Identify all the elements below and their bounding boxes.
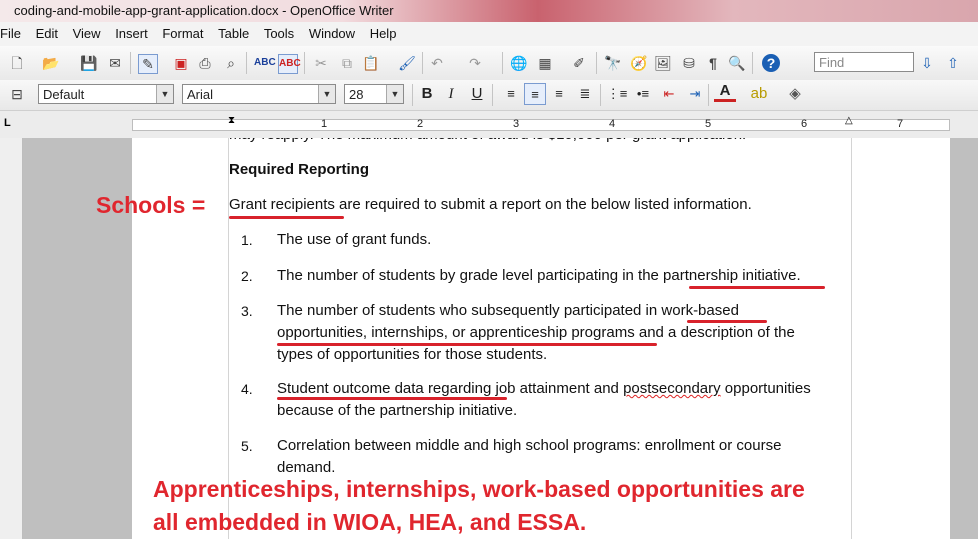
intro-rest: are required to submit a report on the below listed information. bbox=[334, 196, 752, 213]
menu-bar bbox=[0, 22, 978, 46]
toolbar-separator bbox=[502, 52, 503, 74]
bottom-annotation-line-2: all embedded in WIOA, HEA, and ESSA. bbox=[153, 509, 587, 535]
section-heading: Required Reporting bbox=[229, 161, 370, 178]
background-color-icon[interactable]: ◈ bbox=[789, 85, 801, 102]
intro-paragraph bbox=[229, 196, 752, 213]
numbering-icon[interactable]: ⋮≡ bbox=[606, 86, 628, 101]
annotation-underline bbox=[277, 343, 657, 346]
align-right-icon[interactable]: ≡ bbox=[555, 86, 563, 101]
list-item-2: The number of students by grade level participating in the partnership initiative. bbox=[277, 267, 801, 284]
schools-annotation: Schools = bbox=[96, 192, 206, 218]
help-icon[interactable]: ? bbox=[762, 54, 780, 72]
show-draw-functions-icon[interactable]: ✐ bbox=[573, 55, 585, 71]
toolbar-separator bbox=[600, 84, 601, 106]
redo-icon[interactable]: ↷ bbox=[469, 55, 481, 71]
chevron-down-icon[interactable]: ▼ bbox=[156, 85, 173, 103]
align-center-icon[interactable]: ≡ bbox=[524, 83, 546, 105]
gallery-icon[interactable]: 🖼 bbox=[654, 55, 672, 71]
menu-tools[interactable]: Tools bbox=[263, 26, 295, 41]
autospellcheck-icon[interactable]: ABC bbox=[278, 54, 298, 74]
toolbar-separator bbox=[708, 84, 709, 106]
ruler-number: 4 bbox=[609, 118, 616, 130]
annotation-underline bbox=[687, 320, 767, 323]
formatting-toolbar bbox=[0, 80, 978, 111]
hyperlink-icon[interactable]: 🌐 bbox=[510, 55, 528, 71]
list-item-3-line-3: types of opportunities for those students. bbox=[277, 346, 548, 363]
paragraph-style-value: Default bbox=[43, 87, 85, 102]
align-left-icon[interactable]: ≡ bbox=[507, 86, 515, 101]
menu-edit[interactable]: Edit bbox=[35, 26, 58, 41]
title-bar bbox=[0, 0, 978, 22]
increase-indent-icon[interactable]: ⇥ bbox=[689, 86, 701, 101]
list-item-4-text-end: opportunities bbox=[720, 380, 811, 397]
find-previous-icon[interactable]: ⇧ bbox=[947, 55, 959, 71]
chevron-down-icon[interactable]: ▼ bbox=[386, 85, 403, 103]
right-text-boundary bbox=[851, 138, 852, 539]
window-title: coding-and-mobile-app-grant-application.docx - OpenOffice Writer bbox=[14, 3, 394, 18]
undo-icon[interactable]: ↶ bbox=[431, 55, 443, 71]
list-item-3-line-2: opportunities, internships, or apprenticeship programs and a description of the bbox=[277, 324, 795, 341]
toolbar-separator bbox=[596, 52, 597, 74]
intro-subject: Grant recipients bbox=[229, 196, 335, 213]
clone-formatting-icon[interactable]: 🖌 bbox=[398, 55, 416, 71]
menu-view[interactable]: View bbox=[72, 26, 101, 41]
edit-file-icon[interactable]: ✎ bbox=[138, 54, 158, 74]
spellcheck-icon[interactable]: ABC bbox=[254, 57, 276, 68]
new-document-icon[interactable]: 🗋 bbox=[11, 55, 23, 71]
list-number: 4. bbox=[241, 381, 253, 397]
list-item-5-line-2: demand. bbox=[277, 459, 336, 476]
save-icon[interactable]: 💾 bbox=[80, 55, 98, 71]
toolbar-separator bbox=[246, 52, 247, 74]
menu-file[interactable]: File bbox=[0, 26, 21, 41]
font-name-select[interactable] bbox=[182, 84, 336, 104]
font-size-select[interactable] bbox=[344, 84, 404, 104]
indent-marker-icon[interactable]: ⧗ bbox=[228, 115, 236, 126]
menu-insert[interactable]: Insert bbox=[115, 26, 148, 41]
nonprinting-characters-icon[interactable]: ¶ bbox=[709, 55, 717, 71]
highlighting-icon[interactable]: ab bbox=[750, 85, 768, 102]
font-color-icon[interactable]: A bbox=[714, 82, 736, 102]
list-item-3-line-1: The number of students who subsequently participated in work-based bbox=[277, 302, 739, 319]
annotation-underline bbox=[277, 397, 507, 400]
bullets-icon[interactable]: •≡ bbox=[636, 86, 650, 101]
list-item-4-line-2: because of the partnership initiative. bbox=[277, 402, 518, 419]
list-item-1: The use of grant funds. bbox=[277, 231, 432, 248]
underline-icon[interactable]: U bbox=[471, 85, 483, 102]
font-name-value: Arial bbox=[187, 87, 214, 102]
toolbar-separator bbox=[130, 52, 131, 74]
find-input[interactable]: Find bbox=[814, 52, 914, 72]
list-number: 2. bbox=[241, 268, 253, 284]
print-icon[interactable]: ⎙ bbox=[199, 55, 211, 71]
find-next-icon[interactable]: ⇩ bbox=[921, 55, 933, 71]
styles-formatting-icon[interactable]: ⊟ bbox=[11, 86, 23, 102]
justify-icon[interactable]: ≣ bbox=[579, 86, 591, 101]
navigator-icon[interactable]: 🧭 bbox=[630, 55, 648, 71]
ruler-number: 5 bbox=[705, 118, 712, 130]
font-size-value: 28 bbox=[349, 87, 364, 102]
ruler-number: 2 bbox=[417, 118, 424, 130]
right-indent-marker-icon[interactable]: △ bbox=[845, 115, 853, 126]
toolbar-separator bbox=[492, 84, 493, 106]
email-icon[interactable]: ✉ bbox=[109, 55, 121, 71]
ruler-number: 7 bbox=[897, 118, 904, 130]
ruler-number: 3 bbox=[513, 118, 520, 130]
toolbar-separator bbox=[412, 84, 413, 106]
ruler-number: 1 bbox=[321, 118, 328, 130]
ruler-number: 6 bbox=[801, 118, 808, 130]
table-icon[interactable]: ▦ bbox=[538, 55, 552, 71]
vertical-ruler bbox=[0, 138, 23, 539]
menu-format[interactable]: Format bbox=[162, 26, 204, 41]
standard-toolbar bbox=[0, 46, 978, 81]
bold-icon[interactable]: B bbox=[421, 85, 433, 102]
menu-window[interactable]: Window bbox=[308, 26, 356, 41]
list-item-4-text: Student outcome data regarding job attainment and bbox=[277, 380, 624, 397]
chevron-down-icon[interactable]: ▼ bbox=[318, 85, 335, 103]
toolbar-separator bbox=[752, 52, 753, 74]
misspelled-word[interactable]: postsecondary bbox=[623, 380, 721, 397]
menu-table[interactable]: Table bbox=[218, 26, 250, 41]
list-item-4-line-1 bbox=[277, 380, 811, 397]
zoom-icon[interactable]: 🔍 bbox=[728, 55, 746, 71]
toolbar-separator bbox=[422, 52, 423, 74]
toolbar-separator bbox=[304, 52, 305, 74]
copy-icon[interactable]: ⧉ bbox=[342, 55, 352, 71]
cut-icon[interactable]: ✂ bbox=[315, 55, 327, 71]
data-sources-icon[interactable]: ⛁ bbox=[683, 55, 695, 71]
bottom-annotation-line-1: Apprenticeships, internships, work-based opportunities are bbox=[153, 476, 805, 502]
annotation-underline bbox=[689, 286, 825, 289]
export-pdf-icon[interactable]: ▣ bbox=[174, 55, 188, 71]
list-number: 3. bbox=[241, 303, 253, 319]
tab-stop-icon[interactable]: L bbox=[4, 117, 11, 129]
horizontal-ruler[interactable] bbox=[0, 111, 978, 139]
menu-help[interactable]: Help bbox=[369, 26, 397, 41]
annotation-underline bbox=[229, 216, 344, 219]
list-item-5-line-1: Correlation between middle and high school programs: enrollment or course bbox=[277, 437, 782, 454]
page-preview-icon[interactable]: ⌕ bbox=[227, 55, 235, 71]
ruler-track bbox=[132, 119, 950, 131]
paragraph-style-select[interactable] bbox=[38, 84, 174, 104]
find-replace-icon[interactable]: 🔭 bbox=[604, 55, 622, 71]
list-number: 5. bbox=[241, 438, 253, 454]
list-number: 1. bbox=[241, 232, 253, 248]
open-folder-icon[interactable]: 📂 bbox=[42, 55, 60, 71]
decrease-indent-icon[interactable]: ⇤ bbox=[663, 86, 675, 101]
paste-icon[interactable]: 📋 bbox=[362, 55, 380, 71]
italic-icon[interactable]: I bbox=[448, 86, 454, 102]
